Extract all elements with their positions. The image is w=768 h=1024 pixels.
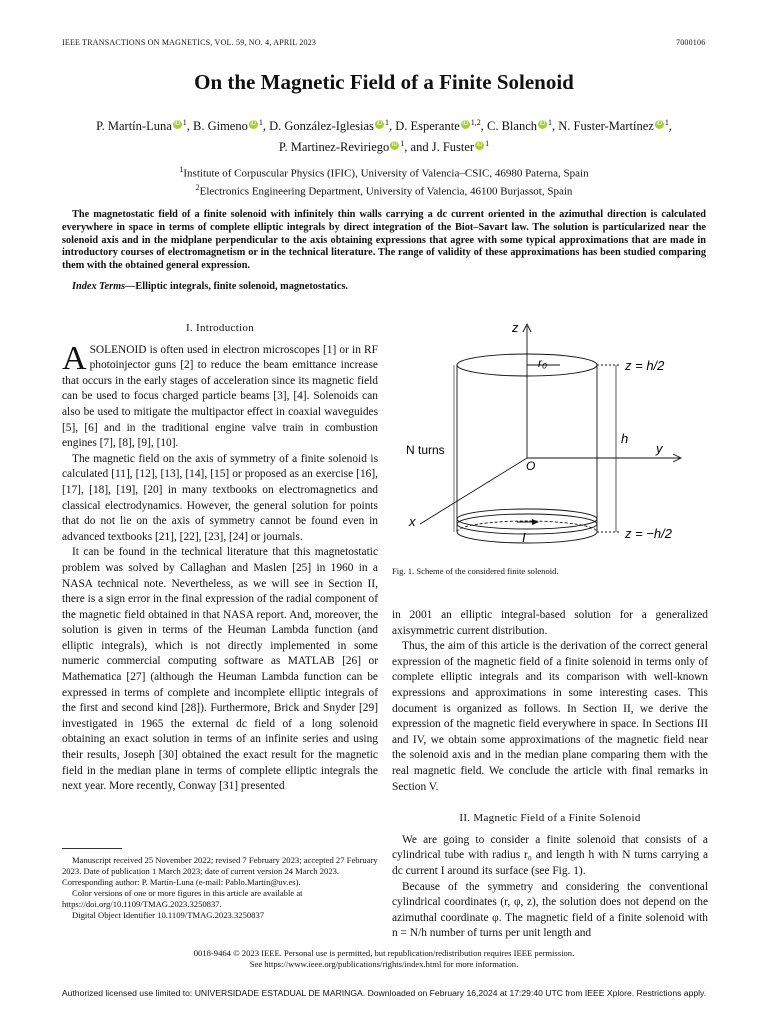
figure-1-caption: Fig. 1. Scheme of the considered finite solenoid.: [392, 566, 559, 576]
orcid-icon[interactable]: iD: [656, 121, 663, 128]
label-bottom-plane: z = −h/2: [625, 526, 672, 541]
intro-paragraph-1: ASOLENOID is often used in electron microscopes [1] or in RF photoinjector guns [2] to reduce the beam emittance increase that occurs in the early stages of acceleration since its magnetic field can be used to focus charged particle beams [3], [4]. Solenoids can also be used to mitigate the multipactor effect in coaxial waveguides [5], [6] and in the traditional engine valve train in combustion engines [7], [8], [9], [10].: [62, 339, 378, 450]
label-origin: O: [526, 459, 536, 473]
drop-cap: A: [62, 339, 87, 377]
running-header-journal: IEEE TRANSACTIONS ON MAGNETICS, VOL. 59, NO. 4, APRIL 2023: [62, 38, 317, 47]
affiliation-1: $^1$Institute of Corpuscular Physics (IFIC), University of Valencia–CSIC, 46980 Paterna, Spain: [179, 165, 589, 180]
section-1-heading: I. Introduction: [185, 322, 255, 334]
intro-paragraph-3: It can be found in the technical literature that this magnetostatic problem was solved by Callaghan and Maslen [25] in 1960 in a NASA technical note. Nevertheless, as we will see in Section II, there is a sign error in the final expression of the radial component of the magnetic field obtained in that NASA report. And, moreover, the solution is given in terms of the Heuman Lambda function (and elliptic integrals), which is not directly implemented in some numeric commercial computing software as MATLAB [26] or Mathematica [27] (although the Heuman Lambda function can be expressed in terms of complete and incomplete elliptic integrals of the first and second kind [28]). Furthermore, Brick and Snyder [29] investigated in 1965 the external dc field of a long solenoid obtaining an exact solution in terms of an infinite series and using their results, Joseph [30] obtained the exact result for the magnetic field in the median plane in terms of complete elliptic integrals the next year. More recently, Conway [31] presented: [62, 546, 378, 793]
intro-paragraph-4: Thus, the aim of this article is the derivation of the correct general expression of the magnetic field of a finite solenoid in terms only of complete elliptic integrals and its comparison with well-known expressions and approximations in some interesting cases. This document is organized as follows. In Section II, we derive the expression of the magnetic field everywhere in space. In Sections III and IV, we obtain some approximations of the magnetic field near the solenoid axis and in the median plane comparing them with the real magnetic field. We conclude the article with final remarks in Section V.: [392, 640, 708, 793]
line1-author-0: P. Martín-Luna iD $^1$,: [96, 118, 193, 134]
right-column: [392, 608, 708, 942]
orcid-icon[interactable]: iD: [476, 142, 483, 149]
line1-author-2: D. González-Iglesias iD $^1$,: [269, 118, 396, 134]
line1-author-1: B. Gimeno iD $^1$,: [193, 118, 270, 134]
label-radius: r₀: [538, 356, 548, 370]
index-terms: Index Terms—Elliptic integrals, finite solenoid, magnetostatics.: [72, 281, 348, 292]
section-2-paragraph-2: Because of the symmetry and considering the conventional cylindrical coordinates (r, φ, z), the solution does not depend on the azimuthal coordinate φ. The magnetic field of a finite solenoid with n = N/h number of turns per unit length and: [392, 880, 708, 940]
orcid-icon[interactable]: iD: [376, 121, 383, 128]
section-2-heading: II. Magnetic Field of a Finite Solenoid: [459, 812, 641, 825]
label-z-axis: z: [512, 320, 519, 335]
section-2-paragraph-1: We are going to consider a finite solenoid that consists of a cylindrical tube with radius r₀ and length h with N turns carrying a dc current I around its surface (see Fig. 1).: [392, 833, 708, 877]
running-header-page-id: 7000106: [676, 38, 706, 47]
label-x-axis: x: [409, 514, 416, 529]
author-line-2: [40, 135, 728, 156]
line1-author-4: C. Blanch iD $^1$,: [487, 118, 559, 134]
current-loop-top: [457, 509, 597, 529]
line1-author-3: D. Esperante iD $^{1,2}$,: [395, 118, 487, 134]
label-y-axis: y: [656, 441, 663, 456]
left-column: [62, 321, 378, 795]
orcid-icon[interactable]: iD: [174, 121, 181, 128]
line1-author-5: N. Fuster-Martínez iD $^1$,: [558, 118, 672, 134]
footnote-rule: [62, 848, 122, 849]
line2-author-1: J. Fuster iD $^1$: [431, 139, 490, 155]
label-current: I: [522, 530, 526, 545]
license-notice: Authorized licensed use limited to: UNIVERSIDADE ESTADUAL DE MARINGA. Downloaded on February 16,2024 at 17:29:40 UTC from IEEE Xplore. Restrictions apply.: [61, 988, 707, 998]
intro-paragraph-3-continued: in 2001 an elliptic integral-based solution for a generalized axisymmetric current distribution.: [392, 609, 708, 637]
label-height: h: [621, 431, 629, 446]
footnote: Manuscript received 25 November 2022; revised 7 February 2023; accepted 27 February 2023. Date of publication 1 March 2023; date of current version 24 March 2023. Corresponding author: P. Martín-Luna (e-mail: Pablo.Martin@uv.es). Color versions of one or more figures in this article are available at https://doi.org/10.1109/TMAG.2023.3250837. Digital Object Identifier 10.1109/TMAG.2023.3250837: [62, 855, 378, 920]
paper-title: On the Magnetic Field of a Finite Solenoid: [194, 70, 574, 94]
affiliation-2: $^2$Electronics Engineering Department, University of Valencia, 46100 Burjassot, Spain: [195, 182, 573, 198]
label-n-turns: N turns: [406, 443, 445, 457]
intro-paragraph-2: The magnetic field on the axis of symmetry of a finite solenoid is calculated [11], [12], [13], [14], [15] or proposed as an exercise [16], [17], [18], [19], [20] in many textbooks on electromagnetics and classical electrodynamics. However, the general solution for points that do not lie on the axis of symmetry cannot be found even in advanced textbooks [21], [22], [23], [24] or journals.: [62, 452, 378, 543]
current-arrow-head: [532, 519, 539, 525]
affiliations: [40, 163, 728, 198]
abstract: The magnetostatic field of a finite solenoid with infinitely thin walls carrying a dc current oriented in the azimuthal direction is calculated everywhere in space in terms of complete elliptic integrals by direct integration of the Biot–Savart law. The solution is particularized near the solenoid axis and in the midplane perpendicular to the axis obtaining expressions that agree with some typical approximations that are made in introductory courses of electromagnetism or in the technical literature. The range of validity of these approximations has been studied comparing them with the obtained general expression.: [62, 209, 706, 272]
author-list: [40, 114, 728, 156]
author-line-1: [40, 114, 728, 135]
orcid-icon[interactable]: iD: [539, 121, 546, 128]
label-top-plane: z = h/2: [625, 358, 665, 373]
orcid-icon[interactable]: iD: [391, 142, 398, 149]
copyright-notice: 0018-9464 © 2023 IEEE. Personal use is permitted, but republication/redistribution requires IEEE permission. See https://www.ieee.org/publications/rights/index.html for more information.: [193, 948, 575, 969]
orcid-icon[interactable]: iD: [462, 121, 469, 128]
line2-author-0: P. Martinez-Reviriego iD $^1$, and: [278, 139, 432, 155]
figure-1-solenoid-diagram: [392, 318, 708, 548]
orcid-icon[interactable]: iD: [250, 121, 257, 128]
